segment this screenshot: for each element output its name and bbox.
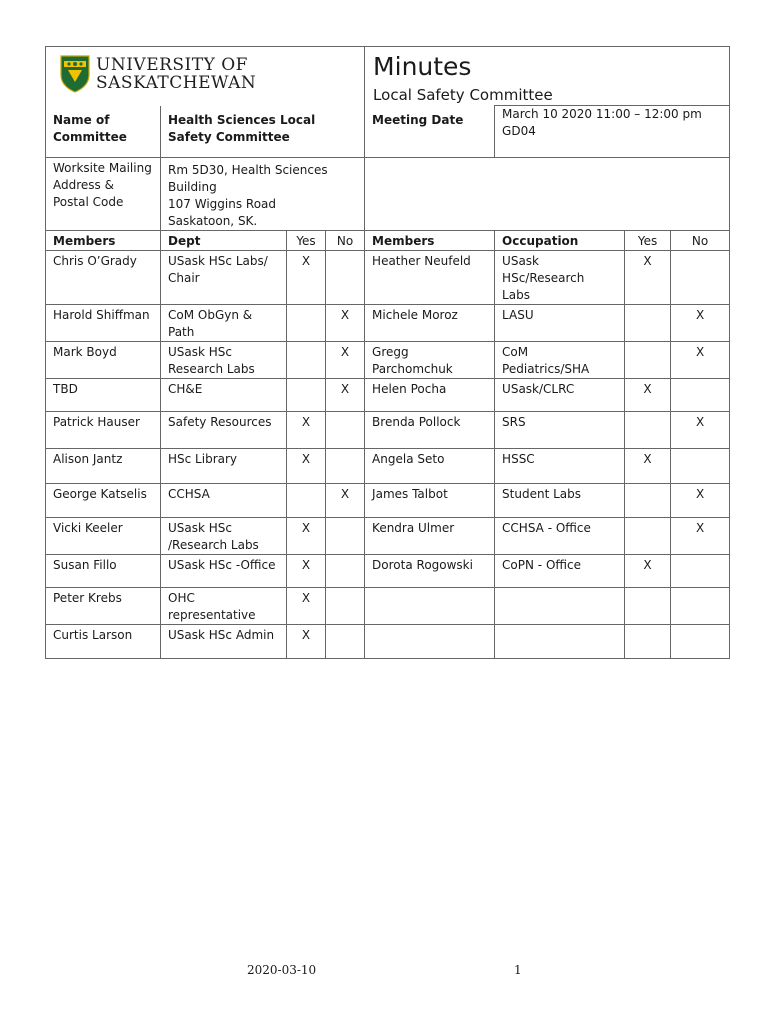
member-name-2: Michele Moroz <box>365 305 495 342</box>
header-occupation: Occupation <box>495 231 625 251</box>
member-yes-2 <box>625 342 671 379</box>
member-no <box>326 625 365 659</box>
member-no-2: X <box>671 484 730 518</box>
member-yes: X <box>287 412 326 449</box>
title-cell <box>365 47 730 106</box>
name-value-cell <box>161 106 365 158</box>
member-name: Mark Boyd <box>46 342 161 379</box>
member-occupation <box>495 588 625 625</box>
member-no-2 <box>671 555 730 588</box>
member-no-2 <box>671 379 730 412</box>
name-value-text: Health Sciences Local Safety Committee <box>168 112 316 144</box>
logo-text-line1: UNIVERSITY OF <box>96 54 248 75</box>
member-name: Alison Jantz <box>46 449 161 484</box>
member-no <box>326 449 365 484</box>
member-no-2: X <box>671 305 730 342</box>
document-title: Minutes <box>373 52 472 81</box>
table-row <box>46 379 730 412</box>
member-name-2: James Talbot <box>365 484 495 518</box>
member-yes-2 <box>625 518 671 555</box>
name-label <box>46 106 161 158</box>
member-name-2: Kendra Ulmer <box>365 518 495 555</box>
header-no: No <box>326 231 365 251</box>
member-no-2: X <box>671 518 730 555</box>
university-logo <box>60 55 356 93</box>
member-name: Harold Shiffman <box>46 305 161 342</box>
footer-date: 2020-03-10 <box>247 963 317 977</box>
meeting-date-text: March 10 2020 11:00 – 12:00 pm GD04 <box>502 107 702 138</box>
member-name-2 <box>365 588 495 625</box>
member-name-2: Dorota Rogowski <box>365 555 495 588</box>
member-occupation: USask HSc/Research Labs <box>495 251 625 305</box>
member-name-2: Gregg Parchomchuk <box>365 342 495 379</box>
member-dept: CCHSA <box>161 484 287 518</box>
member-no <box>326 518 365 555</box>
member-no-2: X <box>671 412 730 449</box>
header-yes: Yes <box>287 231 326 251</box>
member-yes: X <box>287 588 326 625</box>
member-name-2: Heather Neufeld <box>365 251 495 305</box>
member-occupation <box>495 625 625 659</box>
member-no <box>326 412 365 449</box>
member-dept: CoM ObGyn & Path <box>161 305 287 342</box>
member-no: X <box>326 305 365 342</box>
table-row <box>46 625 730 659</box>
header-dept: Dept <box>161 231 287 251</box>
member-no-2 <box>671 449 730 484</box>
member-yes: X <box>287 449 326 484</box>
member-yes <box>287 305 326 342</box>
member-yes: X <box>287 555 326 588</box>
member-yes-2: X <box>625 379 671 412</box>
meeting-date-value <box>495 106 730 158</box>
logo-cell <box>46 47 365 106</box>
address-label <box>46 158 161 231</box>
member-name: Patrick Hauser <box>46 412 161 449</box>
member-yes-2: X <box>625 555 671 588</box>
member-yes: X <box>287 625 326 659</box>
minutes-table <box>45 46 730 659</box>
member-no: X <box>326 379 365 412</box>
member-yes <box>287 379 326 412</box>
member-name: Vicki Keeler <box>46 518 161 555</box>
member-no-2: X <box>671 342 730 379</box>
table-row <box>46 484 730 518</box>
member-occupation: SRS <box>495 412 625 449</box>
table-row <box>46 518 730 555</box>
table-row <box>46 449 730 484</box>
header-yes-2: Yes <box>625 231 671 251</box>
member-dept: Safety Resources <box>161 412 287 449</box>
member-yes-2: X <box>625 449 671 484</box>
member-no-2 <box>671 625 730 659</box>
member-no-2 <box>671 588 730 625</box>
table-row <box>46 251 730 305</box>
member-name-2: Helen Pocha <box>365 379 495 412</box>
address-label-text: Worksite Mailing Address & Postal Code <box>53 161 152 209</box>
member-occupation: LASU <box>495 305 625 342</box>
logo-text-line2: SASKATCHEWAN <box>96 72 257 93</box>
member-dept: USask HSc Research Labs <box>161 342 287 379</box>
member-dept: USask HSc Labs/ Chair <box>161 251 287 305</box>
member-yes-2 <box>625 625 671 659</box>
member-rows <box>46 251 730 659</box>
member-yes: X <box>287 251 326 305</box>
member-dept: OHC representative <box>161 588 287 625</box>
member-occupation: CoPN - Office <box>495 555 625 588</box>
member-name: TBD <box>46 379 161 412</box>
member-occupation: CCHSA - Office <box>495 518 625 555</box>
member-no <box>326 251 365 305</box>
member-name: Curtis Larson <box>46 625 161 659</box>
table-row <box>46 305 730 342</box>
header-members: Members <box>46 231 161 251</box>
member-occupation: HSSC <box>495 449 625 484</box>
member-name: Susan Fillo <box>46 555 161 588</box>
member-yes-2 <box>625 484 671 518</box>
member-dept: HSc Library <box>161 449 287 484</box>
meeting-date-label <box>365 106 495 158</box>
table-row <box>46 555 730 588</box>
member-dept: USask HSc Admin <box>161 625 287 659</box>
address-empty <box>365 158 730 231</box>
member-no <box>326 555 365 588</box>
table-row <box>46 412 730 449</box>
member-yes: X <box>287 518 326 555</box>
table-row <box>46 588 730 625</box>
member-yes <box>287 484 326 518</box>
member-dept: CH&E <box>161 379 287 412</box>
member-name-2 <box>365 625 495 659</box>
member-name-2: Brenda Pollock <box>365 412 495 449</box>
member-no: X <box>326 484 365 518</box>
document-subtitle: Local Safety Committee <box>373 86 553 104</box>
member-yes-2: X <box>625 251 671 305</box>
table-row <box>46 342 730 379</box>
member-dept: USask HSc /Research Labs <box>161 518 287 555</box>
address-value <box>161 158 365 231</box>
member-yes-2 <box>625 412 671 449</box>
crest-icon <box>60 55 90 93</box>
footer-page-number: 1 <box>514 963 522 977</box>
member-name: George Katselis <box>46 484 161 518</box>
member-name: Peter Krebs <box>46 588 161 625</box>
member-occupation: USask/CLRC <box>495 379 625 412</box>
header-members-2: Members <box>365 231 495 251</box>
member-no <box>326 588 365 625</box>
meeting-date-label-text: Meeting Date <box>372 112 464 127</box>
member-dept: USask HSc -Office <box>161 555 287 588</box>
member-name-2: Angela Seto <box>365 449 495 484</box>
member-yes <box>287 342 326 379</box>
member-occupation: Student Labs <box>495 484 625 518</box>
member-no: X <box>326 342 365 379</box>
member-occupation: CoM Pediatrics/SHA <box>495 342 625 379</box>
member-no-2 <box>671 251 730 305</box>
address-value-text: Rm 5D30, Health Sciences Building 107 Wiggins Road Saskatoon, SK. <box>168 163 328 228</box>
member-name: Chris O’Grady <box>46 251 161 305</box>
member-yes-2 <box>625 305 671 342</box>
member-yes-2 <box>625 588 671 625</box>
header-no-2: No <box>671 231 730 251</box>
name-label-text: Name of Committee <box>53 112 127 144</box>
